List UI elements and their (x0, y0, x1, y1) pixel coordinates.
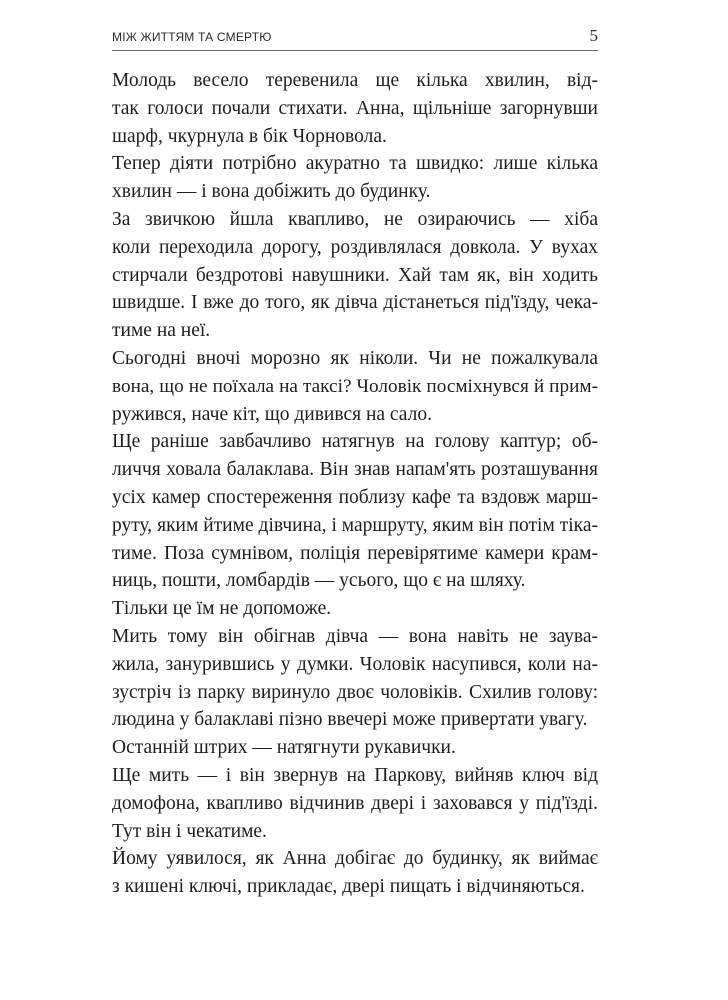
paragraph (112, 845, 598, 901)
text-line: стирчали бездротові навушники. Хай там як, він ходить (112, 264, 598, 286)
text-line: Останній штрих — натягнути рукавички. (112, 737, 456, 759)
text-line: Молодь весело теревенила ще кілька хвилин, від- (112, 70, 598, 91)
text-line: усіх камер спостереження поблизу кафе та вздовж марш- (112, 486, 598, 508)
text-line: хвилин — і вона добіжить до будинку. (112, 181, 431, 203)
paragraph (112, 206, 598, 345)
text-line: За звичкою йшла квапливо, не озираючись — хіба (112, 208, 598, 230)
text-line: Тепер діяти потрібно акуратно та швидко: лише кілька (112, 153, 598, 175)
text-line: домофона, квапливо відчинив двері і заховався у під'їзді. (112, 792, 598, 814)
paragraph (112, 623, 598, 734)
paragraph (112, 345, 598, 428)
text-line: людина у балаклаві пізно ввечері може привертати увагу. (112, 709, 588, 731)
text-line: ружився, наче кіт, що дивився на сало. (112, 403, 432, 425)
text-line: зустріч із парку виринуло двоє чоловіків. Схилив голову: (112, 681, 598, 703)
text-line: Ще раніше завбачливо натягнув на голову каптур; об- (112, 431, 598, 453)
text-line: вона, що не поїхала на таксі? Чоловік посміхнувся й прим- (112, 375, 598, 397)
paragraph (112, 67, 598, 150)
text-line: личчя ховала балаклава. Він знав напам'ять розташування (112, 459, 598, 481)
text-line: Тут він і чекатиме. (112, 820, 267, 842)
text-line: тиме на неї. (112, 320, 211, 342)
body-text (112, 67, 598, 901)
running-title: МІЖ ЖИТТЯМ ТА СМЕРТЮ (112, 30, 272, 44)
page-number: 5 (589, 26, 598, 45)
text-line: так голоси почали стихати. Анна, щільніше загорнувши (112, 97, 598, 119)
text-line: жила, занурившись у думки. Чоловік насупився, коли на- (112, 653, 598, 675)
text-line: ниць, пошти, ломбардів — усього, що є на шляху. (112, 570, 526, 592)
paragraph (112, 762, 598, 845)
running-head (112, 26, 598, 48)
text-line: Йому уявилося, як Анна добігає до будинку, як виймає (112, 848, 598, 870)
text-line: руту, яким йтиме дівчина, і маршруту, яким він потім тіка- (112, 514, 598, 536)
text-line: Сьогодні вночі морозно як ніколи. Чи не пожалкувала (112, 347, 598, 369)
text-line: шарф, чкурнула в бік Чорновола. (112, 125, 387, 147)
paragraph (112, 150, 598, 206)
text-line: коли переходила дорогу, роздивлялася довкола. У вухах (112, 236, 598, 258)
paragraph (112, 428, 598, 595)
text-line: Тільки це їм не допоможе. (112, 598, 332, 620)
text-line: тиме. Поза сумнівом, поліція перевірятиме камери крам- (112, 542, 598, 564)
paragraph (112, 734, 598, 762)
text-line: Мить тому він обігнав дівча — вона навіть не заува- (112, 625, 598, 647)
text-line: швидше. І вже до того, як дівча дістанеться під'їзду, чека- (112, 292, 598, 314)
paragraph (112, 595, 598, 623)
text-line: з кишені ключі, прикладає, двері пищать і відчиняються. (112, 876, 585, 898)
header-rule (112, 50, 598, 51)
text-line: Ще мить — і він звернув на Паркову, вийняв ключ від (112, 764, 598, 786)
